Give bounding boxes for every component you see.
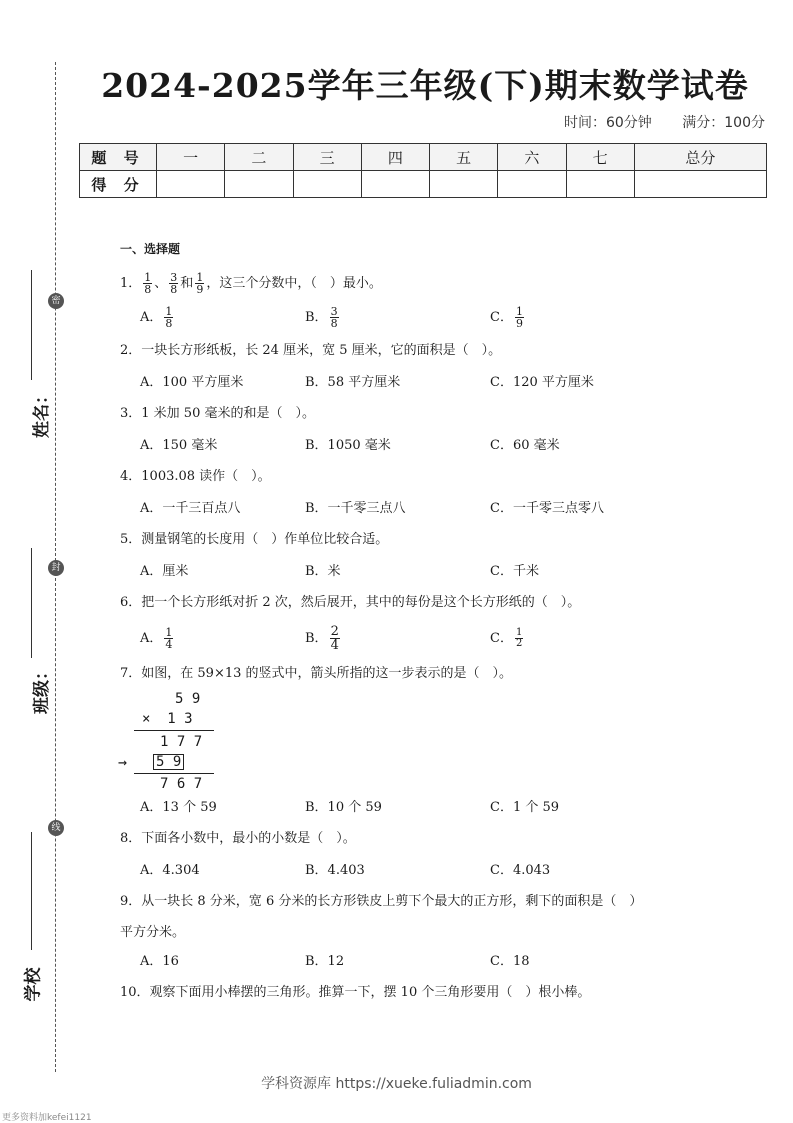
question-8: 8．下面各小数中，最小的小数是（ ）。	[120, 831, 356, 846]
option-c[interactable]: C．千米	[490, 563, 539, 579]
option-b[interactable]: B．4.403	[305, 862, 365, 878]
score-cell[interactable]	[430, 171, 498, 198]
header-label: 题 号	[80, 144, 157, 171]
question-9: 9．从一块长 8 分米，宽 6 分米的长方形铁皮上剪下个最大的正方形，剩下的面积是（ ）	[120, 894, 643, 909]
score-cell[interactable]	[157, 171, 225, 198]
option-a[interactable]: A．13 个 59	[140, 799, 217, 815]
fraction: $\frac{1}{9}$	[196, 271, 204, 296]
multiplier: × 1 3	[142, 711, 193, 727]
option-c[interactable]: C． $\frac{1}{2}$	[490, 626, 523, 649]
question-list	[120, 243, 760, 1009]
option-b[interactable]: B．米	[305, 563, 341, 579]
option-a[interactable]: A．150 毫米	[140, 437, 218, 453]
arrow-icon: →	[118, 753, 128, 771]
fraction: $\frac{3}{8}$	[170, 271, 178, 296]
q7-options	[120, 792, 760, 822]
option-c[interactable]: C．1 个 59	[490, 799, 560, 815]
option-a[interactable]: A．16	[140, 953, 179, 969]
question-4: 4．1003.08 读作（ ）。	[120, 469, 271, 484]
option-b[interactable]: B． $\frac{2}{4}$	[305, 623, 339, 653]
question-9-cont: 平方分米。	[120, 924, 186, 940]
option-b[interactable]: B．58 平方厘米	[305, 374, 401, 390]
q1-options	[120, 300, 760, 334]
question-1	[120, 267, 760, 300]
question-6: 6．把一个长方形纸对折 2 次，然后展开，其中的每份是这个长方形纸的（ ）。	[120, 595, 581, 610]
question-2: 2．一块长方形纸板，长 24 厘米，宽 5 厘米，它的面积是（ ）。	[120, 343, 502, 358]
option-a[interactable]: A．4.304	[140, 862, 200, 878]
separator: 、	[154, 276, 168, 291]
partial-product-2-boxed: 5 9	[153, 754, 184, 770]
q3-options	[120, 430, 760, 460]
full-score: 满分：100分	[682, 115, 765, 131]
product: 7 6 7	[160, 776, 203, 792]
rule-line	[134, 730, 214, 731]
class-label: 班级：	[32, 663, 52, 714]
option-c[interactable]: C．18	[490, 953, 530, 969]
col-total: 总分	[634, 144, 766, 171]
seal-mark-mi: 密	[48, 293, 64, 309]
col-6: 六	[498, 144, 566, 171]
option-b[interactable]: B．一千零三点八	[305, 500, 406, 516]
seal-mark-xian: 线	[48, 820, 64, 836]
separator: 和	[180, 276, 194, 291]
q9-options	[120, 946, 760, 976]
seal-mark-feng: 封	[48, 560, 64, 576]
score-table-score-row	[80, 171, 767, 198]
q4-options	[120, 493, 760, 523]
page-title: 2024-2025学年三年级(下)期末数学试卷	[101, 66, 749, 105]
option-b[interactable]: B． $\frac{3}{8}$	[305, 304, 338, 330]
q6-options	[120, 619, 760, 657]
option-c[interactable]: C．一千零三点零八	[490, 500, 604, 516]
score-cell[interactable]	[293, 171, 361, 198]
option-c[interactable]: C． $\frac{1}{9}$	[490, 304, 523, 330]
q1-text: ，这三个分数中，（ ）最小。	[206, 276, 382, 291]
score-label: 得 分	[80, 171, 157, 198]
time-info: 时间：60分钟	[563, 115, 652, 131]
rule-line	[134, 773, 214, 774]
col-5: 五	[430, 144, 498, 171]
score-cell[interactable]	[498, 171, 566, 198]
footer-watermark: 学科资源库 https://xueke.fuliadmin.com	[261, 1076, 532, 1092]
option-c[interactable]: C．120 平方厘米	[490, 374, 594, 390]
option-c[interactable]: C．60 毫米	[490, 437, 560, 453]
option-a[interactable]: A．厘米	[140, 563, 189, 579]
col-7: 七	[566, 144, 634, 171]
q8-options	[120, 855, 760, 885]
q5-options	[120, 556, 760, 586]
partial-product-1: 1 7 7	[160, 734, 203, 750]
option-c[interactable]: C．4.043	[490, 862, 551, 878]
score-cell[interactable]	[566, 171, 634, 198]
multiplicand: 5 9	[175, 691, 201, 707]
section-heading: 一、选择题	[120, 242, 181, 256]
col-3: 三	[293, 144, 361, 171]
option-a[interactable]: A． $\frac{1}{4}$	[140, 625, 173, 651]
name-blank-line[interactable]	[31, 270, 32, 380]
option-b[interactable]: B．1050 毫米	[305, 437, 391, 453]
school-label: 学校	[23, 967, 44, 1002]
class-blank-line[interactable]	[31, 548, 32, 658]
col-4: 四	[361, 144, 429, 171]
question-7: 7．如图，在 59×13 的竖式中，箭头所指的这一步表示的是（ ）。	[120, 666, 513, 681]
question-5: 5．测量钢笔的长度用（ ）作单位比较合适。	[120, 532, 389, 547]
score-cell-total[interactable]	[634, 171, 766, 198]
col-1: 一	[157, 144, 225, 171]
option-b[interactable]: B．10 个 59	[305, 799, 382, 815]
option-a[interactable]: A． $\frac{1}{8}$	[140, 304, 173, 330]
q1-number: 1．	[120, 276, 142, 291]
vertical-multiplication	[120, 690, 240, 790]
score-cell[interactable]	[225, 171, 293, 198]
question-3: 3．1 米加 50 毫米的和是（ ）。	[120, 406, 315, 421]
score-cell[interactable]	[361, 171, 429, 198]
exam-info	[538, 112, 765, 132]
score-table-header-row	[80, 144, 767, 171]
score-table	[79, 143, 767, 198]
question-10: 10．观察下面用小棒摆的三角形。推算一下，摆 10 个三角形要用（ ）根小棒。	[120, 985, 591, 1000]
option-a[interactable]: A．一千三百点八	[140, 500, 241, 516]
corner-note: 更多资料加kefei1121	[2, 1113, 92, 1123]
school-blank-line[interactable]	[31, 832, 32, 950]
col-2: 二	[225, 144, 293, 171]
q2-options	[120, 367, 760, 397]
option-a[interactable]: A．100 平方厘米	[140, 374, 244, 390]
option-b[interactable]: B．12	[305, 953, 345, 969]
fraction: $\frac{1}{8}$	[144, 271, 152, 296]
name-label: 姓名：	[32, 387, 52, 438]
